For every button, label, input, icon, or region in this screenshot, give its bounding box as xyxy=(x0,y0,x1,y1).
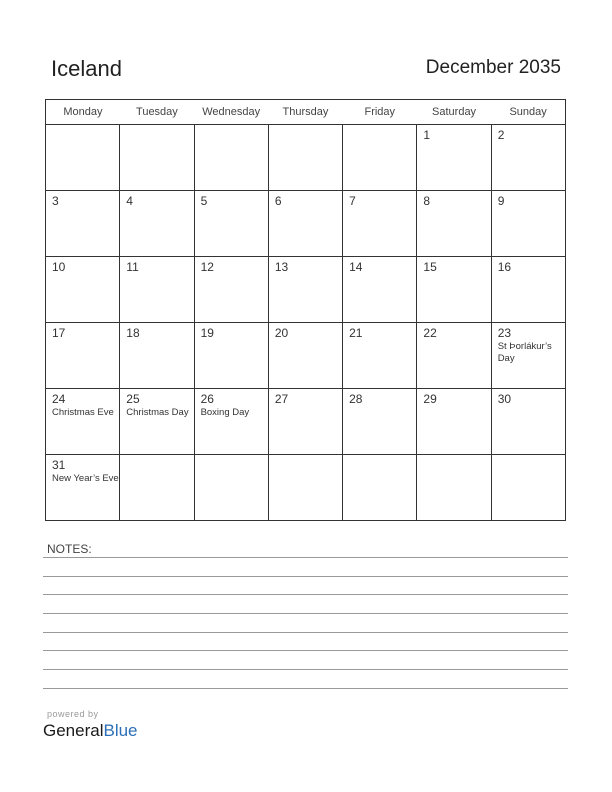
week-row xyxy=(46,191,566,257)
day-cell xyxy=(268,191,342,257)
day-cell xyxy=(46,323,120,389)
note-line xyxy=(43,669,568,670)
day-number: 1 xyxy=(423,128,431,142)
powered-by-text: powered by xyxy=(47,709,99,719)
holiday-label: New Year’s Eve xyxy=(52,473,119,484)
day-cell xyxy=(120,125,194,191)
note-line xyxy=(43,576,568,577)
day-cell xyxy=(268,125,342,191)
day-cell xyxy=(46,125,120,191)
day-number: 15 xyxy=(423,260,437,274)
day-cell xyxy=(343,191,417,257)
day-cell xyxy=(343,125,417,191)
holiday-label: Christmas Eve xyxy=(52,407,114,418)
holiday-label: Boxing Day xyxy=(200,407,250,418)
day-number: 17 xyxy=(52,326,66,340)
day-number: 10 xyxy=(52,260,66,274)
day-number: 16 xyxy=(497,260,512,274)
day-number: 28 xyxy=(349,392,363,406)
day-cell xyxy=(343,257,417,323)
day-number: 22 xyxy=(423,326,437,340)
day-cell xyxy=(120,323,194,389)
day-number: 9 xyxy=(497,194,505,208)
day-cell xyxy=(194,125,268,191)
day-number: 8 xyxy=(423,194,431,208)
day-number: 3 xyxy=(52,194,59,208)
day-cell xyxy=(268,455,342,521)
holiday-label: St Þorlákur’s Day xyxy=(497,341,552,364)
day-cell xyxy=(491,125,565,191)
day-number: 27 xyxy=(274,392,289,406)
calendar-grid xyxy=(45,99,566,521)
day-cell xyxy=(491,455,565,521)
day-cell xyxy=(491,323,565,389)
note-line xyxy=(43,613,568,614)
weekday-sunday: Sunday xyxy=(491,100,565,125)
day-cell xyxy=(417,455,491,521)
day-cell xyxy=(343,389,417,455)
day-number: 11 xyxy=(126,260,139,274)
day-number: 26 xyxy=(200,392,214,406)
day-number: 24 xyxy=(52,392,66,406)
day-cell xyxy=(268,389,342,455)
week-row xyxy=(46,125,566,191)
day-number: 20 xyxy=(274,326,289,340)
day-number: 31 xyxy=(52,458,66,472)
day-cell xyxy=(194,257,268,323)
day-cell xyxy=(343,323,417,389)
brand-blue: Blue xyxy=(103,721,138,740)
day-cell xyxy=(46,389,120,455)
day-cell xyxy=(491,389,565,455)
day-cell xyxy=(194,191,268,257)
holiday-label: Christmas Day xyxy=(126,407,189,418)
note-line xyxy=(43,688,568,689)
brand-logo[interactable] xyxy=(43,721,138,741)
week-row xyxy=(46,455,566,521)
day-cell xyxy=(120,257,194,323)
day-number: 13 xyxy=(274,260,289,274)
day-number: 5 xyxy=(200,194,208,208)
day-cell xyxy=(194,389,268,455)
week-row xyxy=(46,257,566,323)
day-cell xyxy=(417,191,491,257)
day-number: 2 xyxy=(497,128,505,142)
day-number: 25 xyxy=(126,392,140,406)
day-cell xyxy=(46,455,120,521)
day-cell xyxy=(194,455,268,521)
notes-label: NOTES: xyxy=(47,542,92,556)
day-cell xyxy=(491,257,565,323)
note-line xyxy=(43,650,568,651)
day-number: 30 xyxy=(497,392,512,406)
day-number: 4 xyxy=(126,194,133,208)
day-number: 7 xyxy=(349,194,356,208)
day-number: 18 xyxy=(126,326,140,340)
day-number: 19 xyxy=(200,326,214,340)
day-number: 21 xyxy=(349,326,363,340)
weekday-friday: Friday xyxy=(343,100,417,125)
weekday-tuesday: Tuesday xyxy=(120,100,194,125)
day-cell xyxy=(268,323,342,389)
day-number: 29 xyxy=(423,392,437,406)
day-number: 12 xyxy=(200,260,214,274)
day-cell xyxy=(120,389,194,455)
day-number: 14 xyxy=(349,260,363,274)
day-cell xyxy=(268,257,342,323)
day-cell xyxy=(194,323,268,389)
note-line xyxy=(43,594,568,595)
weekday-wednesday: Wednesday xyxy=(194,100,268,125)
note-line xyxy=(43,557,568,558)
day-cell xyxy=(491,191,565,257)
day-cell xyxy=(417,323,491,389)
weekday-saturday: Saturday xyxy=(417,100,491,125)
day-cell xyxy=(120,191,194,257)
brand-general: General xyxy=(43,721,104,740)
day-cell xyxy=(417,125,491,191)
week-row xyxy=(46,389,566,455)
day-cell xyxy=(46,257,120,323)
day-cell xyxy=(343,455,417,521)
weekday-thursday: Thursday xyxy=(268,100,342,125)
day-cell xyxy=(46,191,120,257)
weekday-header-row xyxy=(46,100,566,125)
weekday-monday: Monday xyxy=(46,100,120,125)
day-cell xyxy=(417,257,491,323)
country-title: Iceland xyxy=(51,56,122,81)
day-number: 6 xyxy=(274,194,282,208)
day-number: 23 xyxy=(497,326,512,340)
day-cell xyxy=(417,389,491,455)
month-title: December 2035 xyxy=(425,57,561,78)
note-line xyxy=(43,632,568,633)
week-row xyxy=(46,323,566,389)
day-cell xyxy=(120,455,194,521)
